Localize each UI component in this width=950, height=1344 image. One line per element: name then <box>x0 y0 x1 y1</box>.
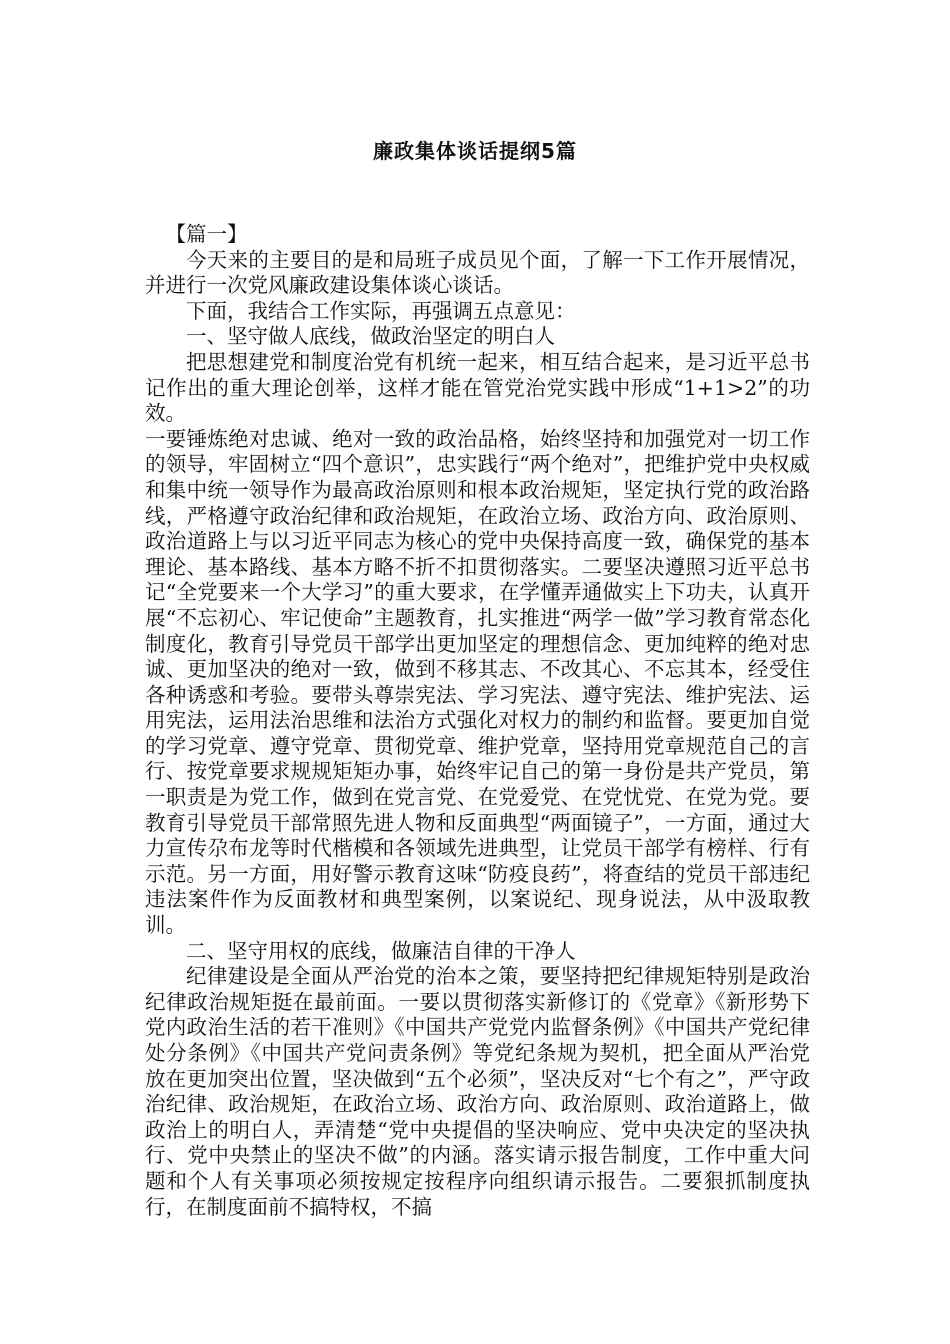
section-label: 【篇一】 <box>165 222 248 246</box>
document-body <box>145 222 810 1220</box>
body-paragraph-2: 纪律建设是全面从严治党的治本之策，要坚持把纪律规矩特别是政治纪律政治规矩挺在最前面。一要以贯彻落实新修订的《党章》《新形势下党内政治生活的若干准则》《中国共产党党内监督条例》《中国共产党纪律处分条例》《中国共产党问责条例》等党纪条规为契机，把全面从严治党放在更加突出位置，坚决做到“五个必须”，坚决反对“七个有之”，严守政治纪律、政治规矩，在政治立场、政治方向、政治原则、政治道路上，做政治上的明白人，弄清楚“党中央提倡的坚决响应、党中央决定的坚决执行、党中央禁止的坚决不做”的内涵。落实请示报告制度，工作中重大问题和个人有关事项必须按规定按程序向组织请示报告。二要狠抓制度执行，在制度面前不搞特权，不搞 <box>145 964 810 1219</box>
body-paragraph-1b: 一要锤炼绝对忠诚、绝对一致的政治品格，始终坚持和加强党对一切工作的领导，牢固树立“四个意识”，忠实践行“两个绝对”，把维护党中央权威和集中统一领导作为最高政治原则和根本政治规矩，坚定执行党的政治路线，严格遵守政治纪律和政治规矩，在政治立场、政治方向、政治原则、政治道路上与以习近平同志为核心的党中央保持高度一致，确保党的基本理论、基本路线、基本方略不折不扣贯彻落实。二要坚决遵照习近平总书记“全党要来一个大学习”的重大要求，在学懂弄通做实上下功夫，认真开展“不忘初心、牢记使命”主题教育，扎实推进“两学一做”学习教育常态化制度化，教育引导党员干部学出更加坚定的理想信念、更加纯粹的绝对忠诚、更加坚决的绝对一致，做到不移其志、不改其心、不忘其本，经受住各种诱惑和考验。要带头尊崇宪法、学习宪法、遵守宪法、维护宪法、运用宪法，运用法治思维和法治方式强化对权力的制约和监督。要更加自觉的学习党章、遵守党章、贯彻党章、维护党章，坚持用党章规范自己的言行、按党章要求规规矩矩办事，始终牢记自己的第一身份是共产党员，第一职责是为党工作，做到在党言党、在党爱党、在党忧党、在党为党。要教育引导党员干部常照先进人物和反面典型“两面镜子”，一方面，通过大力宣传尕布龙等时代楷模和各领域先进典型，让党员干部学有榜样、行有示范。另一方面，用好警示教育这味“防疫良药”，将查结的党员干部违纪违法案件作为反面教材和典型案例，以案说纪、现身说法，从中汲取教训。 <box>145 426 810 938</box>
document-title: 廉政集体谈话提纲5篇 <box>373 139 577 163</box>
intro-paragraph: 今天来的主要目的是和局班子成员见个面，了解一下工作开展情况，并进行一次党风廉政建设集体谈心谈话。 <box>145 247 810 298</box>
section-heading-2: 二、坚守用权的底线，做廉洁自律的干净人 <box>186 938 576 963</box>
body-paragraph-1a: 把思想建党和制度治党有机统一起来，相互结合起来，是习近平总书记作出的重大理论创举，这样才能在管党治党实践中形成“1+1>2”的功效。 <box>145 349 810 426</box>
lead-paragraph: 下面，我结合工作实际，再强调五点意见： <box>186 298 576 323</box>
section-heading-1: 一、坚守做人底线，做政治坚定的明白人 <box>186 324 555 349</box>
